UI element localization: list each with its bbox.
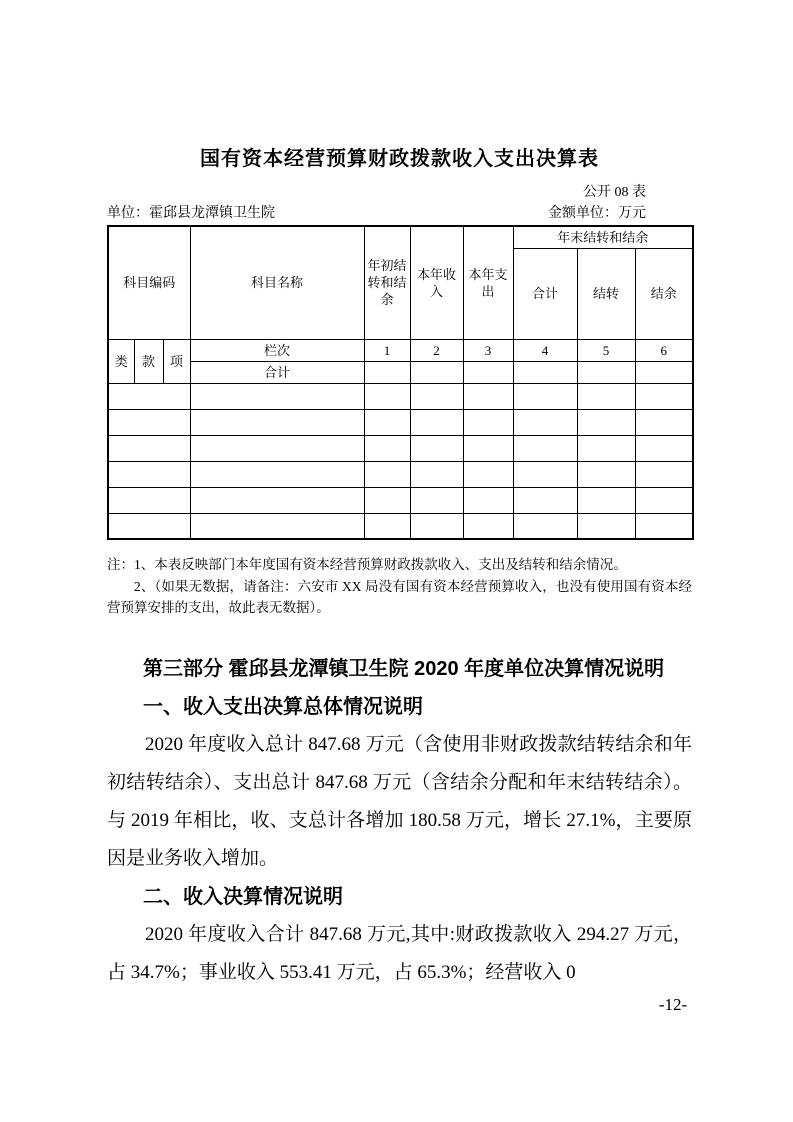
section1-paragraph: 2020 年度收入总计 847.68 万元（含使用非财政拨款结转结余和年初结转结余）、支出总计 847.68 万元（含结余分配和年末结转结余）。与 2019 年相比，收、支总计各增加 180.58 万元，增长 27.1%，主要原因是业务收入增加。 bbox=[107, 733, 692, 869]
empty-cell bbox=[190, 409, 364, 435]
table-row bbox=[108, 409, 693, 435]
column-number-1: 1 bbox=[364, 339, 410, 361]
header-code-section: 款 bbox=[134, 339, 163, 383]
empty-cell bbox=[577, 513, 635, 539]
header-subject-code: 科目编码 bbox=[108, 226, 190, 339]
table-row bbox=[108, 487, 693, 513]
table-row bbox=[108, 461, 693, 487]
part3-heading: 第三部分 霍邱县龙潭镇卫生院 2020 年度单位决算情况说明 bbox=[143, 657, 665, 680]
empty-cell bbox=[635, 513, 693, 539]
empty-cell bbox=[463, 487, 513, 513]
header-subject-name: 科目名称 bbox=[190, 226, 364, 339]
note-line-1: 注：1、本表反映部门本年度国有资本经营预算财政拨款收入、支出及结转和结余情况。 bbox=[107, 557, 627, 572]
header-code-class: 类 bbox=[108, 339, 134, 383]
section2-paragraph: 2020 年度收入合计 847.68 万元,其中:财政拨款收入 294.27 万元，占 34.7%；事业收入 553.41 万元，占 65.3%；经营收入 0 bbox=[107, 923, 692, 983]
empty-cell bbox=[108, 409, 190, 435]
empty-cell bbox=[364, 409, 410, 435]
empty-cell bbox=[410, 461, 463, 487]
column-index-label: 栏次 bbox=[190, 339, 364, 361]
column-number-3: 3 bbox=[463, 339, 513, 361]
empty-cell bbox=[463, 435, 513, 461]
empty-cell bbox=[410, 361, 463, 383]
empty-cell bbox=[577, 409, 635, 435]
header-current-year-income: 本年收入 bbox=[410, 226, 463, 339]
section1-heading: 一、收入支出决算总体情况说明 bbox=[143, 695, 423, 718]
empty-cell bbox=[635, 435, 693, 461]
page-title: 国有资本经营预算财政拨款收入支出决算表 bbox=[200, 148, 599, 170]
column-index-row bbox=[108, 339, 693, 361]
empty-cell bbox=[463, 361, 513, 383]
empty-cell bbox=[635, 361, 693, 383]
empty-cell bbox=[463, 409, 513, 435]
form-code-label: 公开 08 表 bbox=[583, 185, 646, 200]
empty-cell bbox=[513, 435, 577, 461]
empty-cell bbox=[463, 461, 513, 487]
budget-table bbox=[107, 225, 694, 540]
section2-heading: 二、收入决算情况说明 bbox=[143, 885, 343, 908]
empty-cell bbox=[410, 383, 463, 409]
empty-cell bbox=[108, 383, 190, 409]
column-number-2: 2 bbox=[410, 339, 463, 361]
empty-cell bbox=[513, 487, 577, 513]
empty-cell bbox=[635, 409, 693, 435]
total-row-label: 合计 bbox=[190, 361, 364, 383]
empty-cell bbox=[513, 461, 577, 487]
empty-cell bbox=[364, 513, 410, 539]
header-year-end-carryover: 结转 bbox=[577, 248, 635, 339]
empty-cell bbox=[190, 461, 364, 487]
empty-cell bbox=[108, 461, 190, 487]
header-code-item: 项 bbox=[163, 339, 190, 383]
empty-cell bbox=[513, 383, 577, 409]
column-number-5: 5 bbox=[577, 339, 635, 361]
document-content bbox=[107, 0, 692, 992]
note-line-2: 2、（如果无数据，请备注：六安市 XX 局没有国有资本经营预算收入，也没有使用国有资本经营预算安排的支出，故此表无数据）。 bbox=[107, 578, 692, 615]
empty-cell bbox=[577, 435, 635, 461]
empty-cell bbox=[410, 513, 463, 539]
empty-cell bbox=[190, 487, 364, 513]
unit-label: 单位：霍邱县龙潭镇卫生院 bbox=[107, 206, 275, 221]
table-meta-row bbox=[107, 205, 692, 223]
empty-cell bbox=[410, 409, 463, 435]
empty-cell bbox=[108, 513, 190, 539]
table-notes bbox=[107, 554, 692, 619]
empty-cell bbox=[463, 383, 513, 409]
empty-cell bbox=[577, 461, 635, 487]
empty-cell bbox=[463, 513, 513, 539]
table-header-row-1 bbox=[108, 226, 693, 248]
table-row bbox=[108, 435, 693, 461]
empty-cell bbox=[364, 487, 410, 513]
empty-cell bbox=[513, 409, 577, 435]
header-current-year-expenditure: 本年支出 bbox=[463, 226, 513, 339]
empty-cell bbox=[513, 513, 577, 539]
empty-cell bbox=[635, 487, 693, 513]
empty-cell bbox=[364, 435, 410, 461]
empty-cell bbox=[635, 383, 693, 409]
budget-table-body bbox=[108, 226, 693, 539]
empty-cell bbox=[364, 383, 410, 409]
empty-cell bbox=[577, 487, 635, 513]
column-number-6: 6 bbox=[635, 339, 693, 361]
table-row bbox=[108, 383, 693, 409]
empty-cell bbox=[108, 435, 190, 461]
page-number: -12- bbox=[658, 995, 688, 1014]
empty-cell bbox=[635, 461, 693, 487]
empty-cell bbox=[108, 487, 190, 513]
empty-cell bbox=[190, 435, 364, 461]
empty-cell bbox=[410, 435, 463, 461]
amount-unit-label: 金额单位：万元 bbox=[548, 206, 646, 221]
header-opening-balance: 年初结转和结余 bbox=[364, 226, 410, 339]
empty-cell bbox=[190, 513, 364, 539]
header-year-end-group: 年末结转和结余 bbox=[513, 226, 693, 248]
empty-cell bbox=[513, 361, 577, 383]
total-row bbox=[108, 361, 693, 383]
empty-cell bbox=[364, 361, 410, 383]
empty-cell bbox=[577, 361, 635, 383]
header-year-end-total: 合计 bbox=[513, 248, 577, 339]
empty-cell bbox=[410, 487, 463, 513]
empty-cell bbox=[190, 383, 364, 409]
empty-cell bbox=[577, 383, 635, 409]
empty-cell bbox=[364, 461, 410, 487]
column-number-4: 4 bbox=[513, 339, 577, 361]
narrative-section bbox=[107, 650, 692, 992]
header-year-end-surplus: 结余 bbox=[635, 248, 693, 339]
table-row bbox=[108, 513, 693, 539]
